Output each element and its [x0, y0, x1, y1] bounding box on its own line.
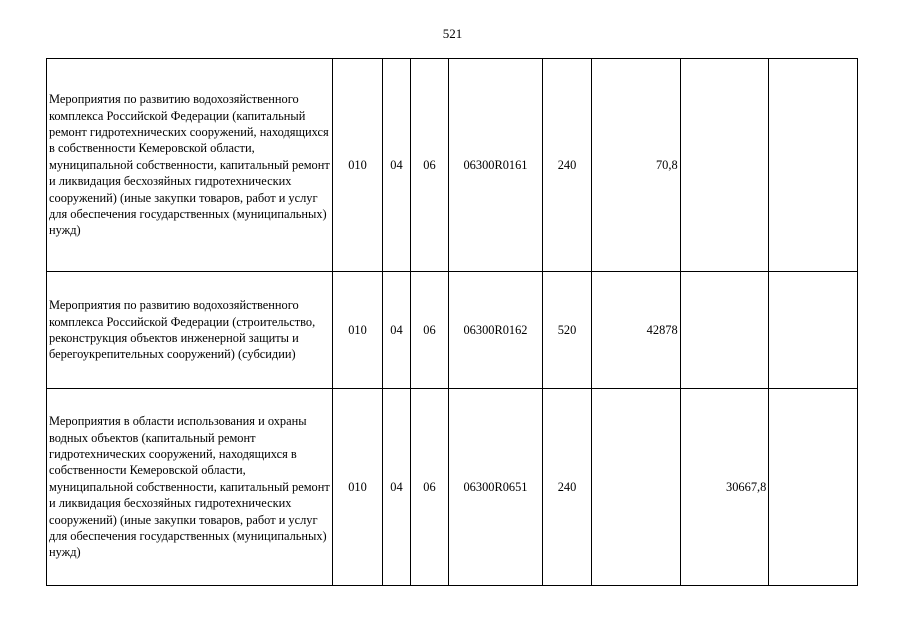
- sum-cell-1: [592, 389, 681, 586]
- sum-cell-2: [680, 59, 769, 272]
- expense-type-cell: 520: [543, 272, 592, 389]
- sum-cell-3: [769, 59, 858, 272]
- row-name-cell: Мероприятия по развитию водохозяйственного комплекса Российской Федерации (строительство, реконструкция объектов инженерной защиты и берегоукрепительных сооружений) (субсидии): [47, 272, 333, 389]
- ministry-code-cell: 010: [333, 389, 383, 586]
- subsection-code-cell: 06: [411, 272, 449, 389]
- section-code-cell: 04: [383, 389, 411, 586]
- row-name-cell: Мероприятия в области использования и охраны водных объектов (капитальный ремонт гидротехнических сооружений, находящихся в собственности Кемеровской области, муниципальной собственности, капитальный ремонт и ликвидация бесхозяйных гидротехнических сооружений) (иные закупки товаров, работ и услуг для обеспечения государственных (муниципальных) нужд): [47, 389, 333, 586]
- sum-cell-3: [769, 389, 858, 586]
- ministry-code-cell: 010: [333, 272, 383, 389]
- expense-type-cell: 240: [543, 59, 592, 272]
- target-article-cell: 06300R0162: [449, 272, 543, 389]
- row-name-cell: Мероприятия по развитию водохозяйственного комплекса Российской Федерации (капитальный ремонт гидротехнических сооружений, находящихся в собственности Кемеровской области, муниципальной собственности, капитальный ремонт и ликвидация бесхозяйных гидротехнических сооружений) (иные закупки товаров, работ и услуг для обеспечения государственных (муниципальных) нужд): [47, 59, 333, 272]
- target-article-cell: 06300R0161: [449, 59, 543, 272]
- budget-table: [46, 58, 858, 586]
- sum-cell-1: 42878: [592, 272, 681, 389]
- subsection-code-cell: 06: [411, 59, 449, 272]
- expense-type-cell: 240: [543, 389, 592, 586]
- table-row: [47, 389, 858, 586]
- ministry-code-cell: 010: [333, 59, 383, 272]
- table-row: [47, 59, 858, 272]
- sum-cell-3: [769, 272, 858, 389]
- table-row: [47, 272, 858, 389]
- target-article-cell: 06300R0651: [449, 389, 543, 586]
- page-number: 521: [442, 26, 463, 41]
- sum-cell-2: [680, 272, 769, 389]
- section-code-cell: 04: [383, 59, 411, 272]
- section-code-cell: 04: [383, 272, 411, 389]
- sum-cell-1: 70,8: [592, 59, 681, 272]
- sum-cell-2: 30667,8: [680, 389, 769, 586]
- subsection-code-cell: 06: [411, 389, 449, 586]
